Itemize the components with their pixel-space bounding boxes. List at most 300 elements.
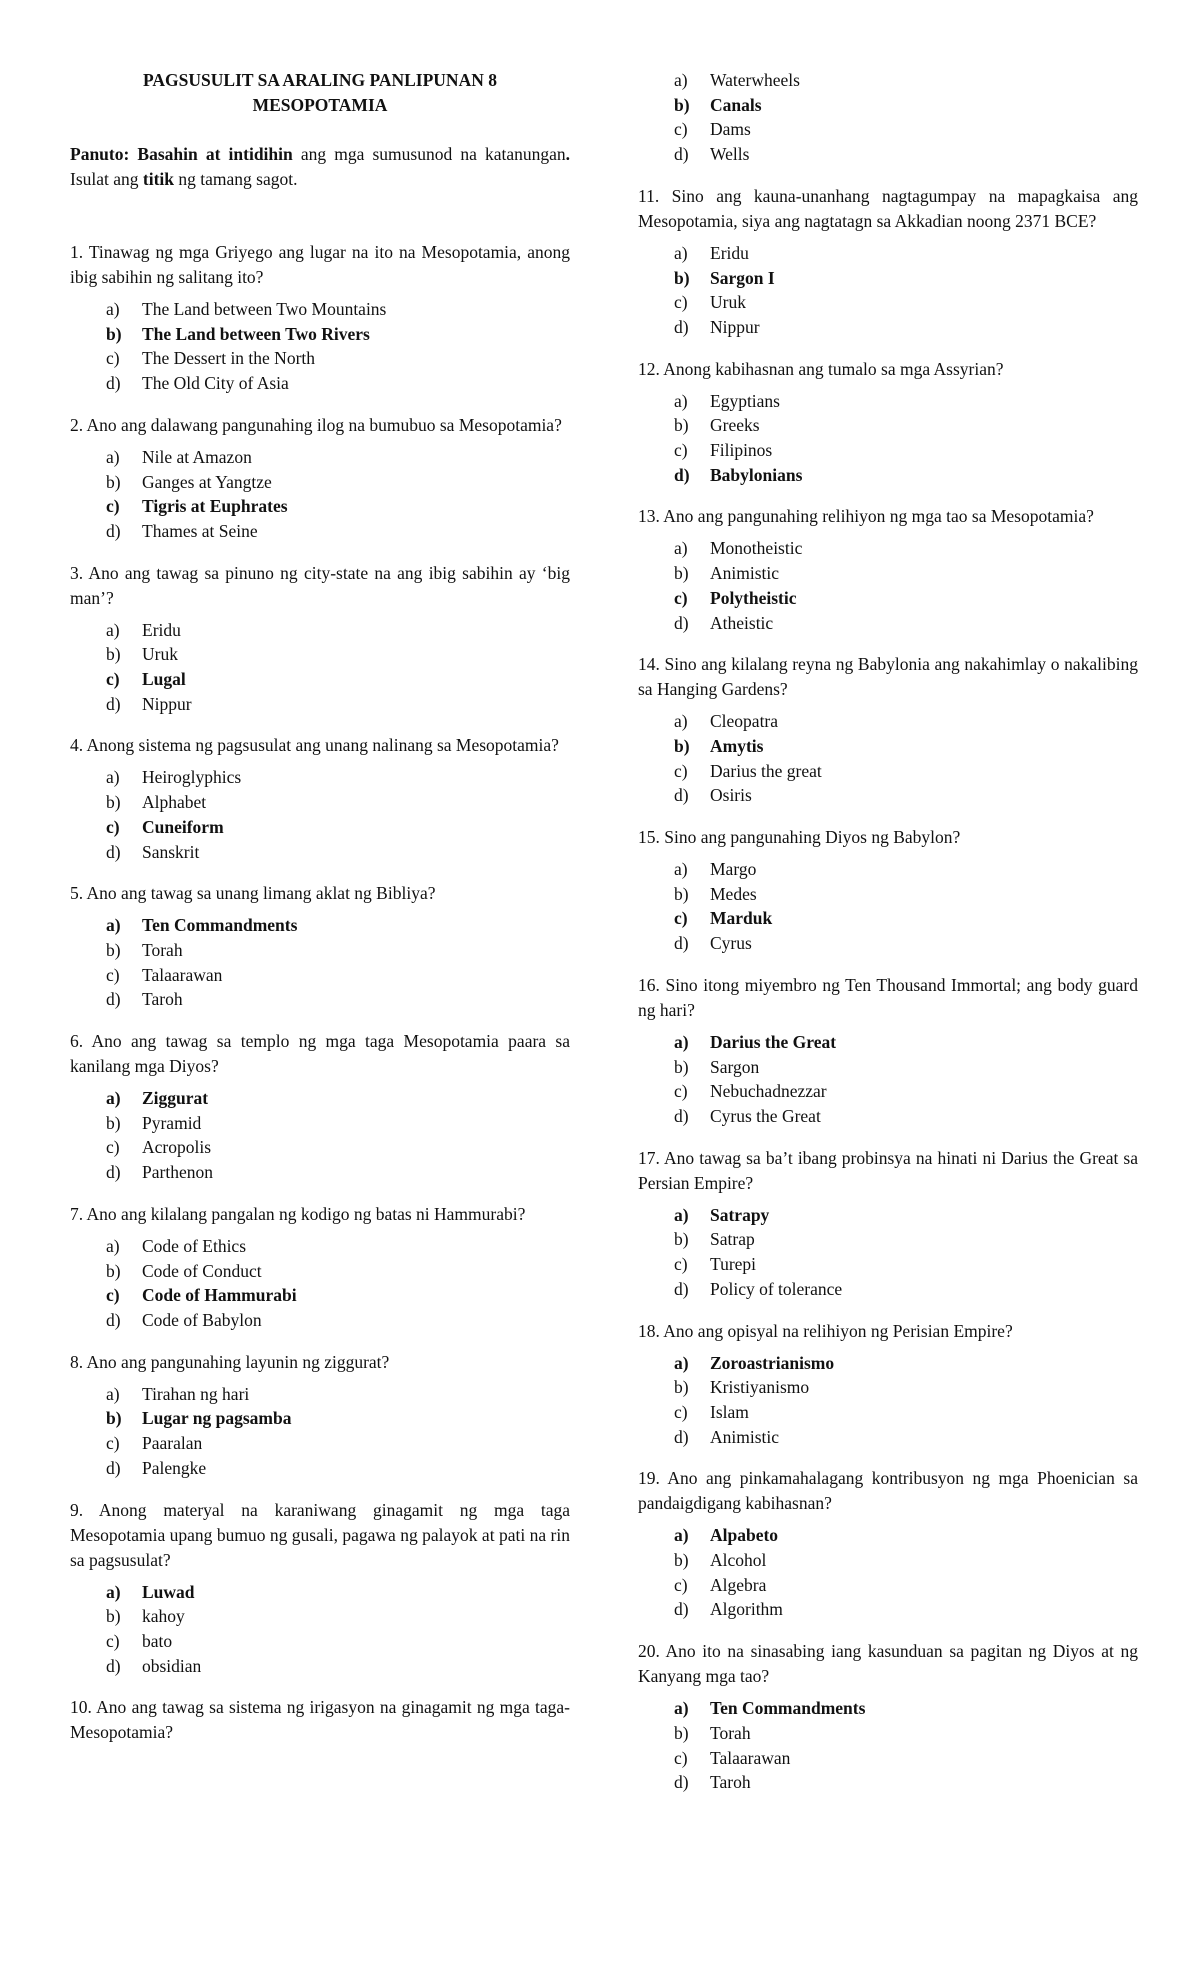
option-text: Margo [710, 859, 757, 880]
question-stem: 7. Ano ang kilalang pangalan ng kodigo ng batas ni Hammurabi? [70, 1203, 526, 1224]
question-19 [638, 1466, 1138, 1622]
option-letter: c) [674, 760, 688, 781]
answer-option [638, 1721, 1138, 1746]
option-letter: c) [106, 1285, 120, 1306]
answer-options [70, 618, 570, 717]
option-text: Uruk [710, 292, 746, 313]
question-stem: 1. Tinawag ng mga Griyego ang lugar na ito na Mesopotamia, anong ibig sabihin ng salitang ito? [70, 242, 570, 287]
question-stem: 17. Ano tawag sa ba’t ibang probinsya na hinati ni Darius the Great sa Persian Empire? [638, 1147, 1138, 1193]
option-letter: a) [106, 1383, 120, 1404]
answer-options [70, 765, 570, 864]
answer-option [638, 1696, 1138, 1721]
option-text: Darius the great [710, 760, 822, 781]
option-letter: d) [674, 1772, 689, 1793]
option-letter: a) [674, 242, 688, 263]
question-4 [70, 733, 570, 864]
answer-option [70, 297, 570, 322]
option-letter: b) [106, 1260, 121, 1281]
answer-option [638, 266, 1138, 291]
answer-options [70, 913, 570, 1012]
instructions-text-1: ang mga sumusunod na katanungan [292, 144, 566, 164]
answer-option [70, 519, 570, 544]
answer-option [70, 1629, 570, 1654]
answer-options [638, 241, 1138, 340]
option-text: Code of Conduct [142, 1260, 262, 1281]
answer-option [70, 1160, 570, 1185]
option-text: Ziggurat [142, 1088, 209, 1109]
option-letter: c) [674, 1081, 688, 1102]
option-letter: c) [106, 1630, 120, 1651]
answer-options [638, 536, 1138, 635]
right-column [638, 68, 1138, 1812]
answer-option [70, 1654, 570, 1679]
answer-option [638, 561, 1138, 586]
option-text: Filipinos [710, 440, 773, 461]
option-letter: c) [674, 1401, 688, 1422]
question-stem: 3. Ano ang tawag sa pinuno ng city-state na ang ibig sabihin ay ‘big man’? [70, 562, 570, 608]
instructions-period: . [565, 144, 571, 164]
option-letter: c) [106, 669, 120, 690]
question-13 [638, 504, 1138, 635]
option-letter: a) [674, 1525, 689, 1546]
option-text: Lugar ng pagsamba [142, 1408, 292, 1429]
option-letter: a) [674, 1352, 689, 1373]
option-text: Pyramid [142, 1112, 202, 1133]
answer-option [70, 1111, 570, 1136]
answer-option [70, 642, 570, 667]
option-letter: c) [674, 587, 688, 608]
answer-option [638, 463, 1138, 488]
option-letter: d) [674, 464, 690, 485]
option-letter: a) [674, 711, 688, 732]
answer-option [638, 68, 1138, 93]
option-letter: d) [106, 989, 121, 1010]
option-text: Algorithm [710, 1599, 783, 1620]
option-text: Acropolis [142, 1137, 212, 1158]
option-text: The Land between Two Mountains [142, 299, 387, 319]
option-letter: d) [106, 841, 121, 862]
instructions-label: Panuto: Basahin at intidihin [70, 144, 293, 164]
answer-option [638, 586, 1138, 611]
option-letter: d) [106, 1457, 121, 1478]
option-letter: d) [674, 612, 689, 633]
option-letter: b) [106, 939, 121, 960]
answer-options [638, 709, 1138, 808]
option-text: Eridu [142, 619, 181, 640]
option-letter: a) [106, 767, 120, 788]
answer-option [638, 1425, 1138, 1450]
answer-option [70, 1283, 570, 1308]
option-text: Nippur [142, 693, 192, 714]
option-text: Greeks [710, 415, 760, 436]
question-17 [638, 1146, 1138, 1302]
answer-option [70, 1456, 570, 1481]
answer-option [70, 1135, 570, 1160]
question-6 [70, 1029, 570, 1185]
option-text: Palengke [142, 1457, 207, 1478]
option-text: Dams [710, 119, 751, 140]
question-stem: 12. Anong kabihasnan ang tumalo sa mga Assyrian? [638, 358, 1004, 379]
answer-option [70, 987, 570, 1012]
option-text: Monotheistic [710, 538, 803, 559]
answer-options [70, 1234, 570, 1333]
question-list-right [638, 68, 1138, 1795]
question-7 [70, 1202, 570, 1333]
option-text: Animistic [710, 563, 780, 584]
option-text: Code of Ethics [142, 1235, 247, 1256]
option-letter: c) [674, 1574, 688, 1595]
option-letter: b) [106, 471, 121, 492]
question-stem: 20. Ano ito na sinasabing iang kasunduan sa pagitan ng Diyos at ng Kanyang mga tao? [638, 1641, 1138, 1687]
option-letter: a) [674, 1204, 689, 1225]
option-letter: d) [674, 1105, 689, 1126]
answer-options [638, 389, 1138, 488]
answer-option [638, 783, 1138, 808]
answer-option [638, 1548, 1138, 1573]
option-letter: d) [106, 373, 121, 394]
option-text: Alcohol [710, 1550, 767, 1571]
option-text: Sargon I [710, 267, 775, 288]
answer-option [70, 1086, 570, 1111]
question-16 [638, 973, 1138, 1129]
left-column [70, 68, 570, 1762]
option-text: Islam [710, 1401, 749, 1422]
option-letter: a) [106, 446, 120, 467]
option-text: Nile at Amazon [142, 446, 252, 467]
question-stem: 13. Ano ang pangunahing relihiyon ng mga tao sa Mesopotamia? [638, 506, 1094, 527]
option-text: Wells [710, 144, 750, 165]
option-letter: a) [674, 70, 688, 90]
answer-options [70, 445, 570, 544]
answer-option [638, 1203, 1138, 1228]
answer-option [638, 1746, 1138, 1771]
question-stem: 2. Ano ang dalawang pangunahing ilog na bumubuo sa Mesopotamia? [70, 414, 562, 435]
option-letter: a) [106, 1088, 121, 1109]
answer-options [638, 1351, 1138, 1450]
option-text: Marduk [710, 908, 773, 929]
option-letter: c) [106, 348, 120, 369]
option-text: Osiris [710, 785, 752, 806]
option-text: Babylonians [710, 464, 803, 485]
option-letter: b) [106, 1408, 122, 1429]
option-letter: c) [674, 1254, 688, 1275]
answer-option [70, 938, 570, 963]
answer-option [638, 1573, 1138, 1598]
option-letter: b) [674, 94, 690, 115]
answer-option [638, 1055, 1138, 1080]
answer-option [70, 667, 570, 692]
option-letter: c) [674, 440, 688, 461]
option-text: Talaarawan [710, 1747, 791, 1768]
option-text: Egyptians [710, 390, 780, 411]
option-text: Luwad [142, 1581, 195, 1602]
option-letter: d) [106, 1655, 121, 1676]
answer-option [638, 315, 1138, 340]
question-2 [70, 413, 570, 544]
option-text: Cyrus the Great [710, 1105, 821, 1126]
option-letter: d) [106, 1162, 121, 1183]
answer-option [70, 1234, 570, 1259]
question-8 [70, 1350, 570, 1481]
option-text: Heiroglyphics [142, 767, 242, 788]
option-text: Ten Commandments [710, 1698, 866, 1719]
question-10 [70, 1695, 570, 1745]
option-letter: b) [674, 267, 690, 288]
option-text: Algebra [710, 1574, 767, 1595]
answer-option [638, 1227, 1138, 1252]
option-letter: c) [106, 1433, 120, 1454]
option-letter: a) [106, 1235, 120, 1256]
option-letter: b) [674, 1229, 689, 1250]
option-text: Tirahan ng hari [142, 1383, 250, 1404]
question-stem: 5. Ano ang tawag sa unang limang aklat ng Bibliya? [70, 883, 436, 904]
spacer [70, 192, 570, 240]
option-letter: a) [674, 390, 688, 411]
option-text: Tigris at Euphrates [142, 496, 288, 517]
option-text: Cyrus [710, 933, 752, 954]
question-stem: 16. Sino itong miyembro ng Ten Thousand Immortal; ang body guard ng hari? [638, 974, 1138, 1020]
question-stem: 14. Sino ang kilalang reyna ng Babylonia ang nakahimlay o nakalibing sa Hanging Gardens? [638, 654, 1138, 700]
answer-option [638, 1375, 1138, 1400]
answer-option [70, 815, 570, 840]
question-stem: 18. Ano ang opisyal na relihiyon ng Perisian Empire? [638, 1320, 1013, 1341]
answer-option [638, 1351, 1138, 1376]
option-letter: a) [106, 1581, 121, 1602]
option-letter: b) [106, 1112, 121, 1133]
option-letter: b) [674, 1056, 689, 1077]
option-text: Turepi [710, 1254, 757, 1275]
option-text: Policy of tolerance [710, 1278, 843, 1299]
option-text: Polytheistic [710, 587, 797, 608]
option-letter: b) [674, 1722, 689, 1743]
option-text: Nebuchadnezzar [710, 1081, 827, 1102]
option-text: Satrap [710, 1229, 755, 1250]
option-text: Canals [710, 94, 762, 115]
question-10-options [638, 68, 1138, 167]
option-text: Cuneiform [142, 816, 224, 837]
answer-options [638, 1030, 1138, 1129]
option-text: Zoroastrianismo [710, 1352, 835, 1373]
option-letter: b) [674, 735, 690, 756]
answer-option [638, 290, 1138, 315]
answer-option [638, 906, 1138, 931]
answer-option [638, 857, 1138, 882]
option-text: Kristiyanismo [710, 1377, 810, 1398]
answer-option [638, 1079, 1138, 1104]
option-text: Thames at Seine [142, 520, 258, 541]
option-letter: c) [674, 292, 688, 313]
answer-option [638, 1770, 1138, 1795]
answer-option [70, 840, 570, 865]
option-letter: d) [106, 520, 121, 541]
question-9 [70, 1498, 570, 1679]
option-letter: d) [674, 1278, 689, 1299]
answer-option [70, 790, 570, 815]
option-letter: c) [106, 816, 120, 837]
option-letter: c) [106, 496, 120, 517]
question-15 [638, 825, 1138, 956]
option-letter: a) [106, 619, 120, 640]
option-letter: d) [674, 1426, 689, 1447]
page-title [70, 68, 570, 118]
answer-option [638, 734, 1138, 759]
answer-option [70, 346, 570, 371]
option-letter: b) [674, 883, 689, 904]
option-text: Torah [710, 1722, 751, 1743]
option-letter: a) [674, 1698, 689, 1719]
answer-option [70, 963, 570, 988]
option-letter: c) [106, 964, 120, 985]
option-letter: d) [106, 1309, 121, 1330]
question-18 [638, 1319, 1138, 1450]
option-text: Torah [142, 939, 183, 960]
option-letter: b) [106, 644, 121, 665]
question-14 [638, 652, 1138, 808]
question-stem: 9. Anong materyal na karaniwang ginagamit ng mga taga Mesopotamia upang bumuo ng gusali, pagawa ng palayok at pati na rin sa pagsusulat? [70, 1499, 570, 1570]
answer-option [638, 241, 1138, 266]
option-text: Uruk [142, 644, 178, 665]
instructions [70, 142, 570, 192]
option-text: Code of Babylon [142, 1309, 262, 1330]
option-text: Sargon [710, 1056, 760, 1077]
answer-options [638, 1203, 1138, 1302]
answer-option [638, 1277, 1138, 1302]
option-letter: c) [674, 1747, 688, 1768]
option-text: bato [142, 1630, 173, 1651]
option-text: Code of Hammurabi [142, 1285, 297, 1306]
question-stem: 4. Anong sistema ng pagsusulat ang unang nalinang sa Mesopotamia? [70, 735, 559, 756]
answer-options [638, 857, 1138, 956]
answer-option [638, 1597, 1138, 1622]
option-letter: b) [106, 323, 122, 344]
answer-options [70, 1580, 570, 1679]
option-text: Ganges at Yangtze [142, 471, 272, 492]
answer-option [638, 611, 1138, 636]
option-letter: a) [106, 299, 120, 319]
option-text: Cleopatra [710, 711, 779, 732]
answer-option [70, 1431, 570, 1456]
answer-option [70, 692, 570, 717]
question-stem: 15. Sino ang pangunahing Diyos ng Babylon? [638, 827, 961, 848]
instructions-emphasis: titik [142, 169, 175, 189]
answer-option [638, 1523, 1138, 1548]
option-text: The Dessert in the North [142, 348, 316, 369]
answer-option [638, 709, 1138, 734]
answer-option [638, 931, 1138, 956]
option-letter: d) [674, 316, 689, 337]
answer-option [70, 765, 570, 790]
answer-option [638, 1252, 1138, 1277]
answer-option [70, 618, 570, 643]
answer-option [638, 1030, 1138, 1055]
option-text: Atheistic [710, 612, 774, 633]
answer-option [70, 1580, 570, 1605]
question-list-left [70, 240, 570, 1745]
answer-option [638, 413, 1138, 438]
answer-option [70, 1308, 570, 1333]
answer-option [638, 759, 1138, 784]
answer-options [638, 68, 1138, 167]
answer-option [638, 117, 1138, 142]
option-letter: a) [674, 1031, 689, 1052]
option-text: The Land between Two Rivers [142, 323, 370, 344]
option-letter: c) [674, 119, 688, 140]
option-text: Satrapy [710, 1204, 770, 1225]
option-letter: a) [674, 859, 688, 880]
question-stem: 10. Ano ang tawag sa sistema ng irigasyon na ginagamit ng mga taga-Mesopotamia? [70, 1697, 570, 1743]
option-text: Sanskrit [142, 841, 200, 862]
answer-option [70, 371, 570, 396]
answer-option [70, 445, 570, 470]
answer-option [70, 1406, 570, 1431]
answer-options [638, 1523, 1138, 1622]
answer-option [638, 142, 1138, 167]
question-12 [638, 357, 1138, 488]
option-text: Eridu [710, 242, 749, 263]
answer-option [638, 389, 1138, 414]
option-text: Taroh [142, 989, 183, 1010]
question-20 [638, 1639, 1138, 1795]
answer-options [70, 297, 570, 396]
question-5 [70, 881, 570, 1012]
option-text: Ten Commandments [142, 915, 298, 936]
answer-option [638, 1104, 1138, 1129]
instructions-text-2: Isulat ang [70, 169, 143, 189]
option-letter: a) [674, 538, 688, 559]
option-letter: b) [106, 1606, 121, 1627]
question-stem: 6. Ano ang tawag sa templo ng mga taga Mesopotamia paara sa kanilang mga Diyos? [70, 1031, 570, 1077]
option-text: Amytis [710, 735, 764, 756]
option-letter: d) [674, 785, 689, 806]
option-letter: d) [674, 1599, 689, 1620]
question-stem: 8. Ano ang pangunahing layunin ng ziggurat? [70, 1351, 390, 1372]
option-letter: d) [674, 144, 689, 165]
option-letter: d) [106, 693, 121, 714]
option-text: Parthenon [142, 1162, 213, 1183]
option-text: Alpabeto [710, 1525, 779, 1546]
instructions-text-3: ng tamang sagot. [174, 169, 298, 189]
answer-option [70, 913, 570, 938]
answer-options [70, 1086, 570, 1185]
answer-option [638, 1400, 1138, 1425]
option-letter: b) [674, 415, 689, 436]
option-letter: b) [674, 1377, 689, 1398]
option-text: Darius the Great [710, 1031, 837, 1052]
question-3 [70, 561, 570, 717]
option-text: kahoy [142, 1606, 185, 1627]
option-text: Medes [710, 883, 757, 904]
option-text: Nippur [710, 316, 760, 337]
title-line-2: MESOPOTAMIA [252, 95, 388, 115]
option-text: Taroh [710, 1772, 751, 1793]
option-text: Alphabet [142, 792, 207, 813]
question-1 [70, 240, 570, 396]
answer-option [638, 882, 1138, 907]
answer-option [70, 322, 570, 347]
option-text: obsidian [142, 1655, 202, 1676]
option-letter: d) [674, 933, 689, 954]
answer-option [70, 1382, 570, 1407]
option-text: Animistic [710, 1426, 780, 1447]
answer-option [638, 536, 1138, 561]
answer-options [70, 1382, 570, 1481]
answer-option [70, 494, 570, 519]
option-text: Lugal [142, 669, 186, 690]
answer-option [638, 93, 1138, 118]
answer-options [638, 1696, 1138, 1795]
option-letter: c) [106, 1137, 120, 1158]
answer-option [70, 1259, 570, 1284]
